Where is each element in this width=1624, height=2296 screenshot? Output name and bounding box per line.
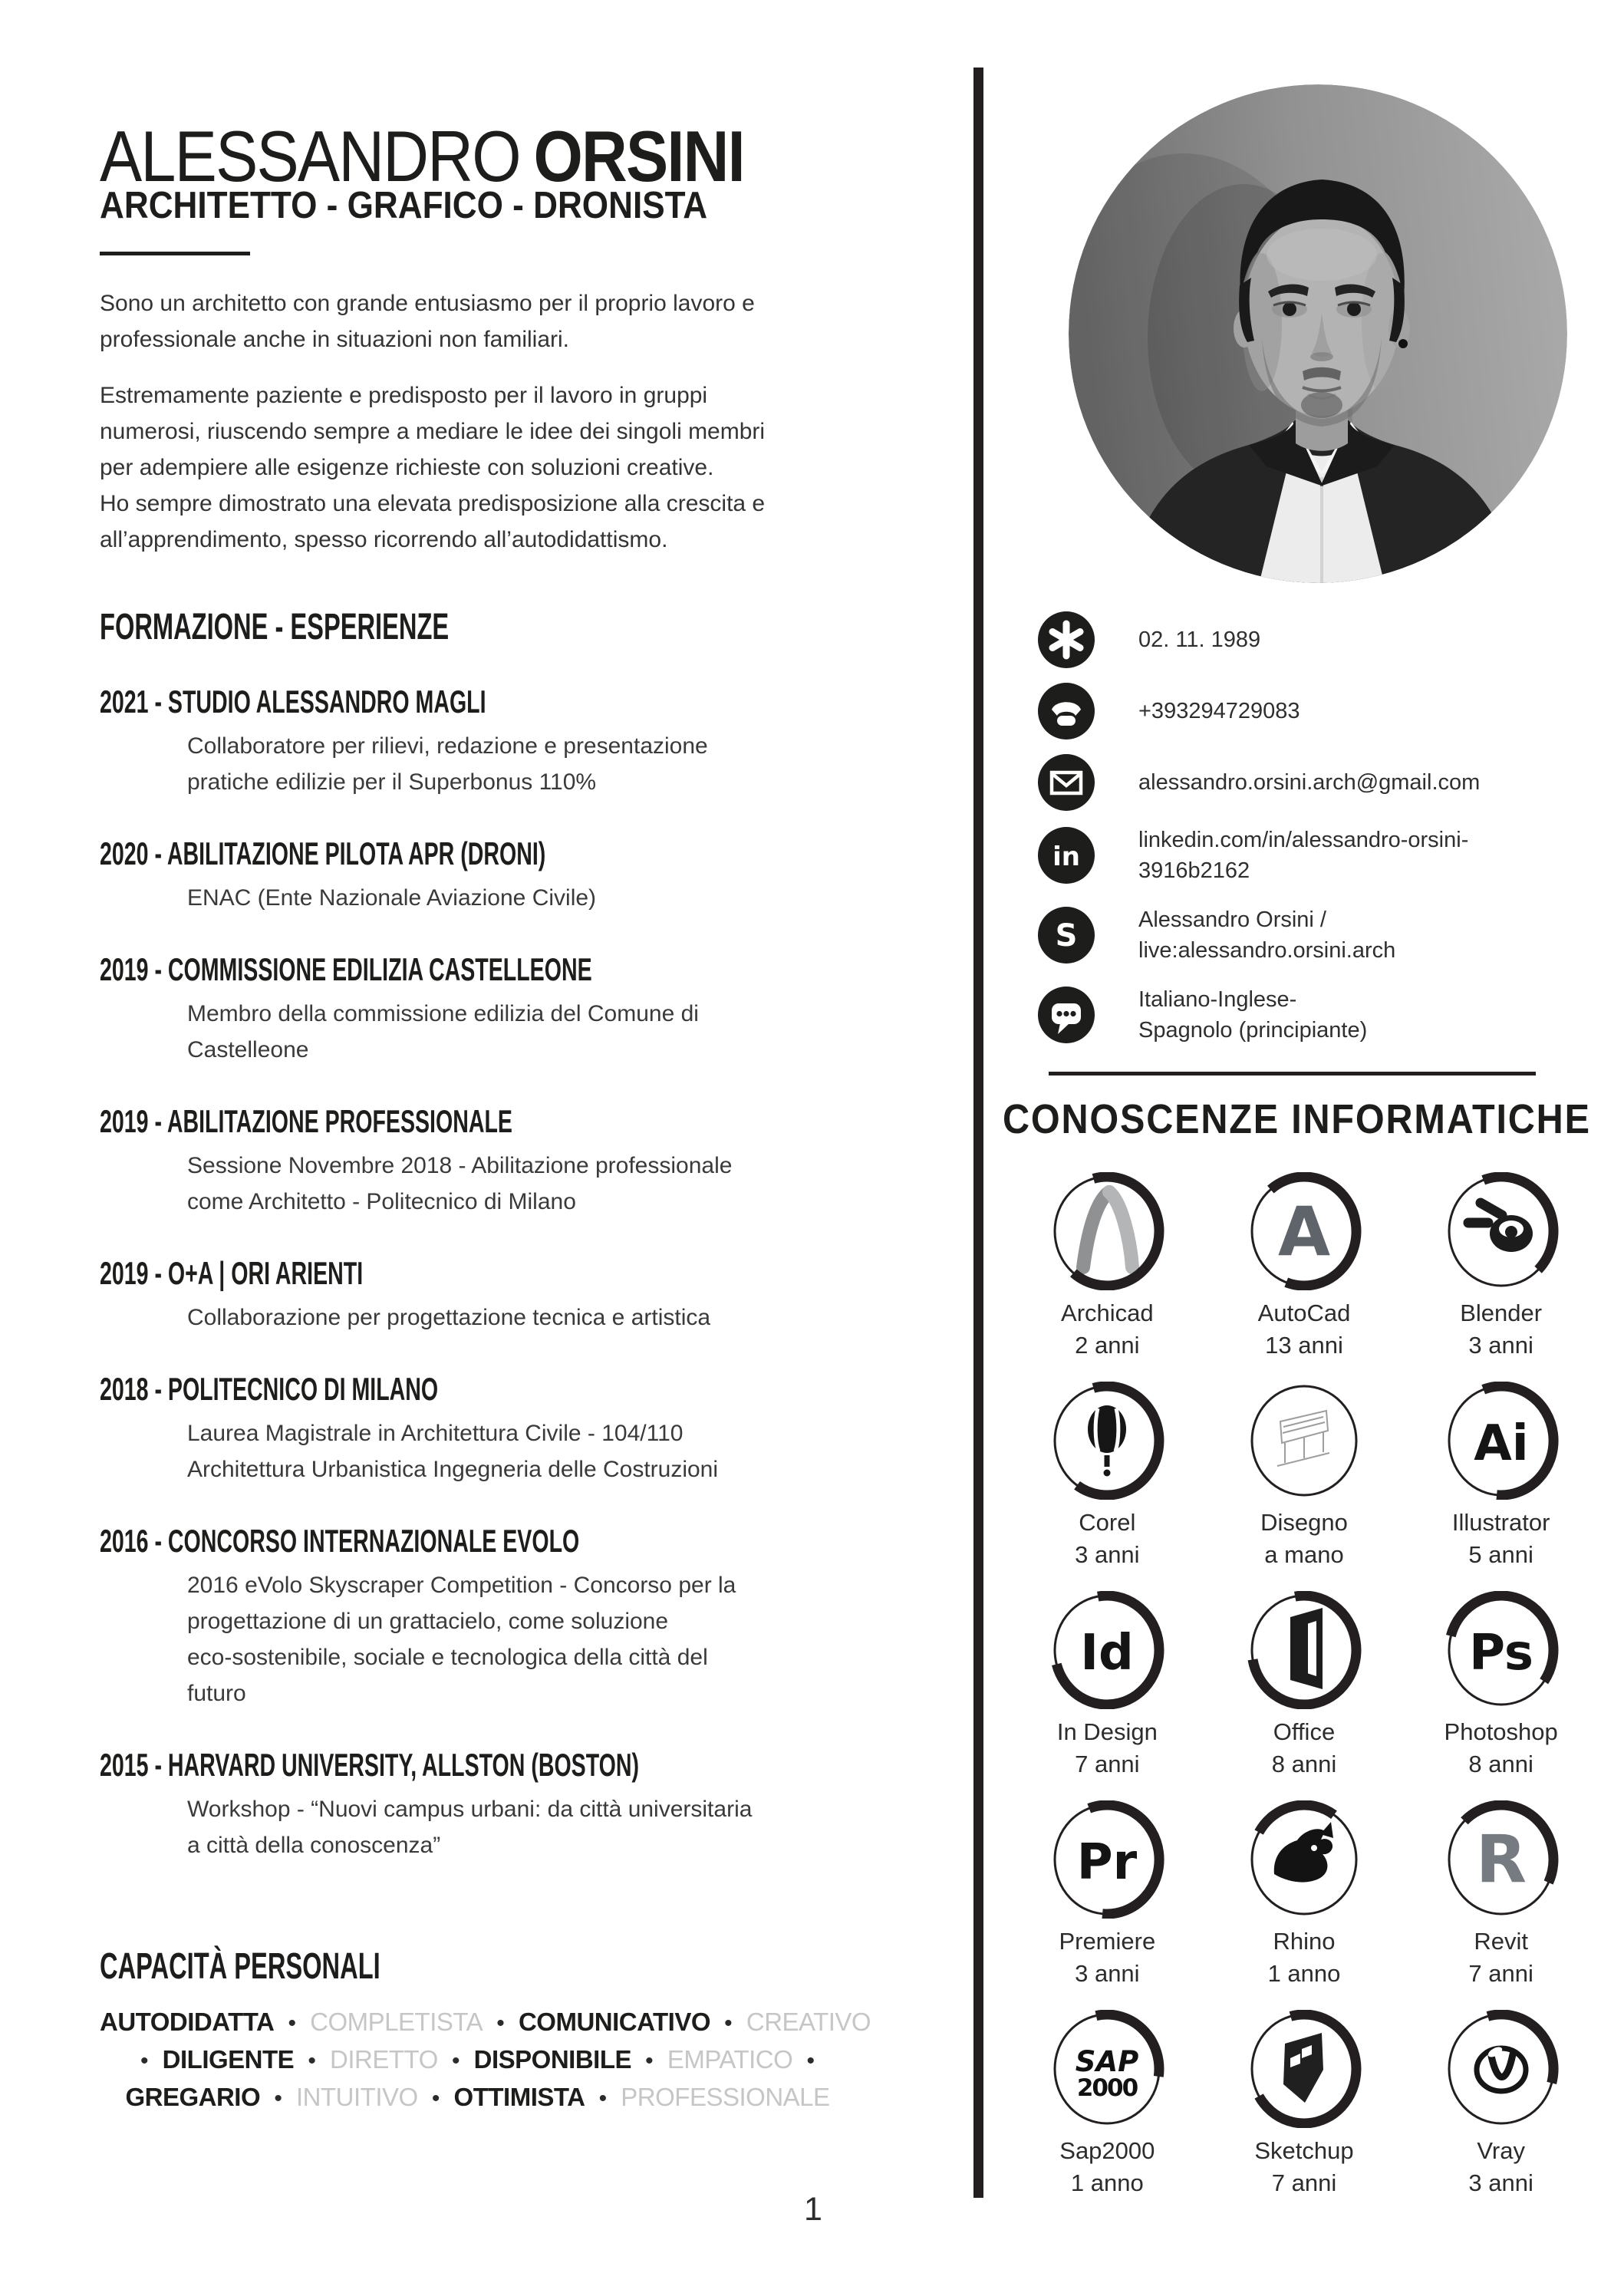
capacita-word: COMPLETISTA [310,2008,483,2036]
contact-row [1037,753,1574,812]
entry-description-line: ENAC (Ente Nazionale Aviazione Civile) [187,885,597,911]
skype-icon [1037,906,1095,964]
bullet-separator: • [496,2011,505,2036]
skill-name: Premiere [1059,1928,1156,1955]
entry-description [100,996,936,1068]
formazione-entry [100,1257,936,1336]
skill-years: 8 anni [1271,1751,1337,1777]
bullet-separator: • [288,2011,296,2036]
indesign-icon [1049,1625,1164,1712]
svg-text:in: in [1052,842,1080,872]
svg-text:Pr: Pr [1077,1834,1138,1891]
entry-description-line: progettazione di un grattacielo, come soluzione [187,1609,669,1634]
contact-value [1138,767,1480,798]
entry-description-line: a città della conoscenza” [187,1833,441,1858]
bullet-separator: • [140,2048,149,2074]
birthday-icon [1037,611,1095,669]
profile-photo [1069,84,1567,583]
entry-description [100,1567,936,1711]
first-name: ALESSANDRO [100,115,520,196]
rhino-icon [1247,1909,1362,1922]
last-name: ORSINI [533,115,744,196]
formazione-entry [100,1524,936,1711]
skill-years: a mano [1264,1541,1344,1568]
autocad-icon [1247,1192,1362,1293]
skill-years: 1 anno [1267,1960,1341,1987]
intro-line: numerosi, riuscendo sempre a mediare le idee dei singoli membri [100,419,766,444]
entry-description-line: Membro della commissione edilizia del Comune di [187,1001,699,1026]
entry-description-line: Architettura Urbanistica Ingegneria delle Costruzioni [187,1457,719,1482]
contact-value [1138,624,1260,655]
hand-drawing-icon [1247,1490,1362,1503]
bullet-separator: • [806,2048,815,2074]
contact-value [1138,904,1395,966]
section-title-capacita: CAPACITÀ PERSONALI [100,1946,380,1987]
bullet-separator: • [274,2086,282,2111]
capacita-word: EMPATICO [667,2045,793,2074]
svg-text:A: A [1277,1192,1331,1271]
skill-item [1206,1382,1403,1571]
capacita-word: PROFESSIONALE [621,2083,830,2111]
skill-years: 7 anni [1271,2169,1337,2196]
skill-item [1009,1382,1206,1571]
intro-line: Estremamente paziente e predisposto per il lavoro in gruppi [100,383,708,408]
capacita-word: CREATIVO [746,2008,871,2036]
entry-description-line: futuro [187,1681,246,1706]
illustrator-icon [1444,1415,1559,1503]
intro-line: Ho sempre dimostrato una elevata predisposizione alla crescita e [100,491,766,516]
svg-text:Ai: Ai [1473,1415,1529,1472]
skill-years: 1 anno [1070,2169,1144,2196]
contact-value-line: linkedin.com/in/alessandro-orsini- [1138,828,1469,852]
entry-description [100,880,936,916]
skill-item [1402,2010,1599,2199]
formazione-entry [100,953,936,1068]
contact-value-line: live:alessandro.orsini.arch [1138,938,1396,963]
skill-name: Illustrator [1451,1509,1550,1536]
entry-description-line: 2016 eVolo Skyscraper Competition - Concorso per la [187,1573,736,1598]
contact-row [1037,611,1574,669]
capacita-word: DILIGENTE [162,2045,295,2074]
blender-icon [1444,1280,1559,1293]
skill-years: 8 anni [1468,1751,1533,1777]
skill-item [1009,1172,1206,1362]
entry-description-line: Castelleone [187,1037,309,1062]
entry-description-line: eco-sostenibile, sociale e tecnologica della città del [187,1645,708,1670]
entry-description [100,728,936,800]
skill-years: 3 anni [1075,1960,1140,1987]
skill-years: 3 anni [1075,1541,1140,1568]
contact-value-line: alessandro.orsini.arch@gmail.com [1138,770,1481,795]
capacita-line [100,2004,871,2041]
skill-item [1402,1382,1599,1571]
formazione-entry [100,837,936,916]
intro-line: all’apprendimento, spesso ricorrendo all’autodidattismo. [100,527,668,552]
sap2000-icon [1049,2045,1164,2131]
capacita-word: INTUITIVO [296,2083,418,2111]
contact-value [1138,984,1367,1046]
entry-description-line: Laurea Magistrale in Architettura Civile - 104/110 [187,1421,684,1446]
intro-paragraph-2 [100,377,765,558]
skill-years: 3 anni [1468,1332,1533,1359]
skill-name: Corel [1079,1509,1136,1536]
capacita-word: DISPONIBILE [473,2045,631,2074]
svg-text:2000: 2000 [1077,2074,1138,2102]
formazione-entry [100,685,936,800]
bullet-separator: • [431,2086,440,2111]
formazione-entry [100,1748,936,1863]
entry-description-line: Collaborazione per progettazione tecnica e artistica [187,1305,711,1330]
sketchup-icon [1247,2118,1362,2131]
contact-row [1037,682,1574,740]
entry-title: 2016 - CONCORSO INTERNAZIONALE EVOLO [100,1523,580,1559]
contact-list [1037,611,1574,1064]
column-divider [973,68,983,2198]
skill-years: 7 anni [1468,1960,1533,1987]
bullet-separator: • [308,2048,316,2074]
skill-name: Disegno [1260,1509,1348,1536]
skill-name: Blender [1460,1300,1543,1326]
bullet-separator: • [645,2048,654,2074]
skill-name: Revit [1474,1928,1528,1955]
skill-name: In Design [1056,1718,1158,1745]
bullet-separator: • [724,2011,733,2036]
capacita-word-cloud [100,2004,871,2116]
bullet-separator: • [451,2048,460,2074]
entry-title: 2019 - COMMISSIONE EDILIZIA CASTELLEONE [100,951,592,987]
premiere-icon [1049,1834,1164,1922]
contact-value-line: 02. 11. 1989 [1138,628,1261,652]
formazione-entry [100,1105,936,1220]
contact-value [1138,825,1468,886]
skill-item [1402,1591,1599,1780]
corel-icon [1049,1490,1164,1503]
capacita-word: DIRETTO [330,2045,438,2074]
contact-value-line: 3916b2162 [1138,858,1250,883]
intro-line: Sono un architetto con grande entusiasmo per il proprio lavoro e [100,291,755,316]
contact-divider [1049,1072,1536,1076]
email-icon [1037,753,1095,812]
contact-row [1037,904,1574,966]
profession-subtitle: ARCHITETTO - GRAFICO - DRONISTA [100,185,708,226]
page-title [100,115,744,196]
skill-years: 7 anni [1075,1751,1140,1777]
phone-icon [1037,682,1095,740]
bullet-separator: • [598,2086,608,2111]
skill-item [1009,1591,1206,1780]
skill-item [1009,2010,1206,2199]
skill-years: 5 anni [1468,1541,1533,1568]
contact-value-line: Spagnolo (principiante) [1138,1018,1368,1043]
page-number: 1 [804,2191,822,2228]
revit-icon [1444,1821,1559,1922]
skill-item [1402,1800,1599,1990]
capacita-line [100,2041,855,2079]
skill-years: 3 anni [1468,2169,1533,2196]
entry-description-line: Workshop - “Nuovi campus urbani: da città universitaria [187,1797,753,1822]
skill-years: 13 anni [1265,1332,1343,1359]
entry-description [100,1791,936,1863]
skill-item [1206,1800,1403,1990]
svg-text:S: S [1055,918,1078,954]
entry-title: 2021 - STUDIO ALESSANDRO MAGLI [100,684,486,720]
skill-item [1009,1800,1206,1990]
skill-name: Sketchup [1254,2137,1354,2164]
skill-name: Office [1273,1718,1336,1745]
capacita-word: GREGARIO [125,2083,261,2111]
contact-value [1138,696,1300,726]
skill-name: Vray [1477,2137,1525,2164]
entry-description-line: pratiche edilizie per il Superbonus 110% [187,769,597,795]
skill-name: AutoCad [1257,1300,1351,1326]
skill-name: Sap2000 [1059,2137,1155,2164]
section-title-conoscenze: CONOSCENZE INFORMATICHE [1003,1096,1591,1142]
intro-paragraph-1 [100,285,755,357]
skill-name: Archicad [1061,1300,1154,1326]
contact-row [1037,984,1574,1046]
svg-text:SAP: SAP [1076,2045,1139,2078]
contact-value-line: Italiano-Inglese- [1138,987,1297,1012]
section-title-formazione: FORMAZIONE - ESPERIENZE [100,607,450,647]
entry-title: 2020 - ABILITAZIONE PILOTA APR (DRONI) [100,835,546,871]
skill-name: Rhino [1273,1928,1336,1955]
entry-description-line: Collaboratore per rilievi, redazione e presentazione [187,733,708,759]
entry-title: 2015 - HARVARD UNIVERSITY, ALLSTON (BOSTON) [100,1747,640,1783]
entry-description-line: Sessione Novembre 2018 - Abilitazione professionale [187,1153,733,1178]
languages-icon [1037,986,1095,1044]
svg-text:R: R [1475,1821,1527,1898]
svg-text:Ps: Ps [1468,1625,1533,1682]
formazione-entries [100,685,936,1900]
intro-line: per adempiere alle esigenze richieste con soluzioni creative. [100,455,714,480]
archicad-icon [1049,1280,1164,1293]
formazione-entry [100,1372,936,1487]
entry-description-line: come Architetto - Politecnico di Milano [187,1189,576,1214]
header-underline [100,252,250,255]
capacita-word: AUTODIDATTA [100,2008,275,2036]
contact-row [1037,825,1574,886]
entry-description [100,1148,936,1220]
entry-title: 2019 - ABILITAZIONE PROFESSIONALE [100,1103,512,1139]
skill-years: 2 anni [1075,1332,1140,1359]
skill-item [1402,1172,1599,1362]
entry-description [100,1415,936,1487]
capacita-word: COMUNICATIVO [518,2008,710,2036]
photoshop-icon [1444,1625,1559,1712]
linkedin-icon [1037,826,1095,884]
skill-item [1206,2010,1403,2199]
skill-name: Photoshop [1444,1718,1558,1745]
capacita-word: OTTIMISTA [453,2083,585,2111]
capacita-line [100,2079,855,2116]
svg-text:Id: Id [1080,1625,1135,1682]
entry-description [100,1300,936,1336]
software-skills-grid [1009,1172,1599,2219]
contact-value-line: Alessandro Orsini / [1138,908,1326,932]
entry-title: 2019 - O+A | ORI ARIENTI [100,1255,364,1291]
entry-title: 2018 - POLITECNICO DI MILANO [100,1371,439,1407]
skill-item [1206,1172,1403,1362]
office-icon [1247,1699,1362,1712]
intro-line: professionale anche in situazioni non familiari. [100,327,570,352]
contact-value-line: +393294729083 [1138,699,1300,723]
skill-item [1206,1591,1403,1780]
vray-icon [1444,2118,1559,2131]
